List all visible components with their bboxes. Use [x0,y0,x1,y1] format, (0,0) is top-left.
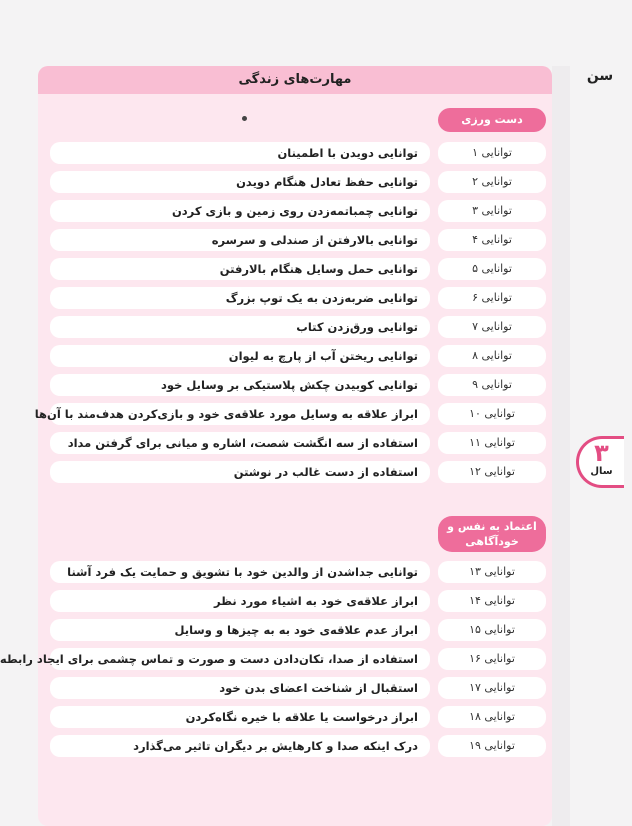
skill-number: توانایی ۷ [438,316,546,338]
year-word: سال [590,466,613,477]
year-badge [576,436,624,488]
skill-number: توانایی ۱۵ [438,619,546,641]
skill-number: توانایی ۶ [438,287,546,309]
list-item [50,461,546,483]
page-title: مهارت‌های زندگی [238,72,352,87]
skill-number: توانایی ۵ [438,258,546,280]
skill-number: توانایی ۱۴ [438,590,546,612]
list-item [50,287,546,309]
skill-number: توانایی ۱۰ [438,403,546,425]
list-item [50,432,546,454]
skill-number: توانایی ۸ [438,345,546,367]
year-number: ۳ [594,439,609,467]
list-item [50,735,546,757]
skill-description: توانایی حفظ تعادل هنگام دویدن [50,171,430,193]
list-item [34,403,546,425]
skill-description: توانایی جداشدن از والدین خود با تشویق و حمایت یک فرد آشنا [50,561,430,583]
skill-description: ابراز علاقه‌ی خود به اشیاء مورد نظر [50,590,430,612]
skill-description: ابراز درخواست یا علاقه با خیره نگاه‌کردن [50,706,430,728]
skill-number: توانایی ۱۳ [438,561,546,583]
skill-number: توانایی ۱۷ [438,677,546,699]
skill-description: استفاده از دست غالب در نوشتن [50,461,430,483]
list-item [50,171,546,193]
skill-description: توانایی ضربه‌زدن به یک توپ بزرگ [50,287,430,309]
skill-number: توانایی ۴ [438,229,546,251]
list-item [50,229,546,251]
side-strip [552,66,570,826]
skill-description: توانایی ورق‌زدن کتاب [50,316,430,338]
list-item [0,648,546,670]
age-label: سن [586,68,614,84]
skill-number: توانایی ۱۸ [438,706,546,728]
list-item [50,258,546,280]
skill-number: توانایی ۱ [438,142,546,164]
list-item [50,345,546,367]
skill-description: ابراز عدم علاقه‌ی خود به به چیزها و وسایل [50,619,430,641]
section-tag-manual-skills: دست ورزی [438,108,546,132]
skill-description: توانایی ریختن آب از پارچ به لیوان [50,345,430,367]
skill-description: توانایی دویدن با اطمینان [50,142,430,164]
skill-number: توانایی ۱۶ [438,648,546,670]
skill-description: توانایی چمباتمه‌زدن روی زمین و بازی کردن [50,200,430,222]
skill-number: توانایی ۳ [438,200,546,222]
list-item [50,316,546,338]
skill-number: توانایی ۱۱ [438,432,546,454]
list-item [50,374,546,396]
skill-description: توانایی کوبیدن چکش پلاستیکی بر وسایل خود [50,374,430,396]
list-item [50,561,546,583]
list-item [50,590,546,612]
list-item [50,142,546,164]
list-item [50,619,546,641]
skill-number: توانایی ۱۹ [438,735,546,757]
skill-number: توانایی ۹ [438,374,546,396]
list-item [50,677,546,699]
skill-description: ابراز علاقه به وسایل مورد علاقه‌ی خود و بازی‌کردن هدف‌مند با آن‌ها [50,403,430,425]
list-item [50,200,546,222]
skill-number: توانایی ۱۲ [438,461,546,483]
skill-description: استفاده از سه انگشت شصت، اشاره و میانی برای گرفتن مداد [50,432,430,454]
skill-description: درک اینکه صدا و کارهایش بر دیگران تاثیر می‌گذارد [50,735,430,757]
skill-description: استفاده از صدا، تکان‌دادن دست و صورت و تماس چشمی برای ایجاد رابطه [50,648,430,670]
skill-description: استقبال از شناخت اعضای بدن خود [50,677,430,699]
skill-description: توانایی حمل وسایل هنگام بالارفتن [50,258,430,280]
skill-number: توانایی ۲ [438,171,546,193]
section-tag-self-confidence: اعتماد به نفس و خودآگاهی [438,516,546,552]
speck-dot [242,116,247,121]
skill-description: توانایی بالارفتن از صندلی و سرسره [50,229,430,251]
list-item [50,706,546,728]
